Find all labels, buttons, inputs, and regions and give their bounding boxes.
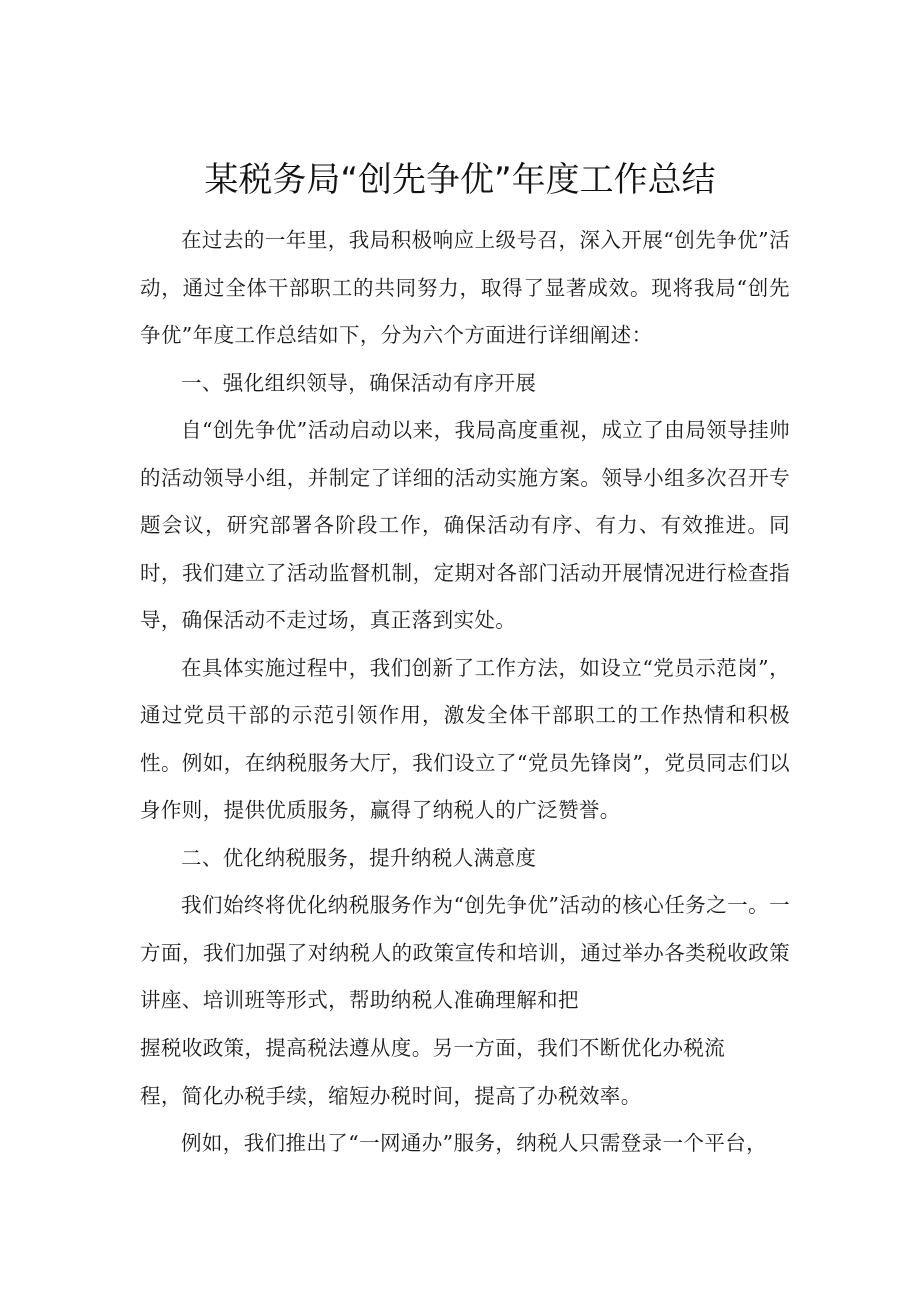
section-1-paragraph-1: 自“创先争优”活动启动以来，我局高度重视，成立了由局领导挂帅的活动领导小组，并制定了详细的活动实施方案。领导小组多次召开专题会议，研究部署各阶段工作，确保活动有序、有力、有效推进。同时，我们建立了活动监督机制，定期对各部门活动开展情况进行检查指导，确保活动不走过场，真正落到实处。 (140, 418, 790, 632)
document-body (140, 217, 790, 1168)
section-2-paragraph-1-continued: 握税收政策，提高税法遵从度。另一方面，我们不断优化办税流 (140, 1035, 726, 1060)
intro-paragraph: 在过去的一年里，我局积极响应上级号召，深入开展“创先争优”活动，通过全体干部职工的共同努力，取得了显著成效。现将我局“创先争优”年度工作总结如下，分为六个方面进行详细阐述： (140, 228, 790, 347)
section-1-paragraph-2: 在具体实施过程中，我们创新了工作方法，如设立“党员示范岗”，通过党员干部的示范引领作用，激发全体干部职工的工作热情和积极性。例如，在纳税服务大厅，我们设立了“党员先锋岗”，党员同志们以身作则，提供优质服务，赢得了纳税人的广泛赞誉。 (140, 655, 790, 822)
section-2-paragraph-1-end: 程，简化办税手续，缩短办税时间，提高了办税效率。 (140, 1083, 642, 1108)
section-2-heading: 二、优化纳税服务，提升纳税人满意度 (181, 845, 537, 870)
section-2-paragraph-2: 例如，我们推出了“一网通办”服务，纳税人只需登录一个平台， (181, 1131, 768, 1155)
section-2-paragraph-1: 我们始终将优化纳税服务作为“创先争优”活动的核心任务之一。一方面，我们加强了对纳税人的政策宣传和培训，通过举办各类税收政策讲座、培训班等形式，帮助纳税人准确理解和把 (140, 893, 790, 1012)
document-title: 某税务局“创先争优”年度工作总结 (204, 160, 716, 200)
section-1-heading: 一、强化组织领导，确保活动有序开展 (181, 370, 537, 395)
